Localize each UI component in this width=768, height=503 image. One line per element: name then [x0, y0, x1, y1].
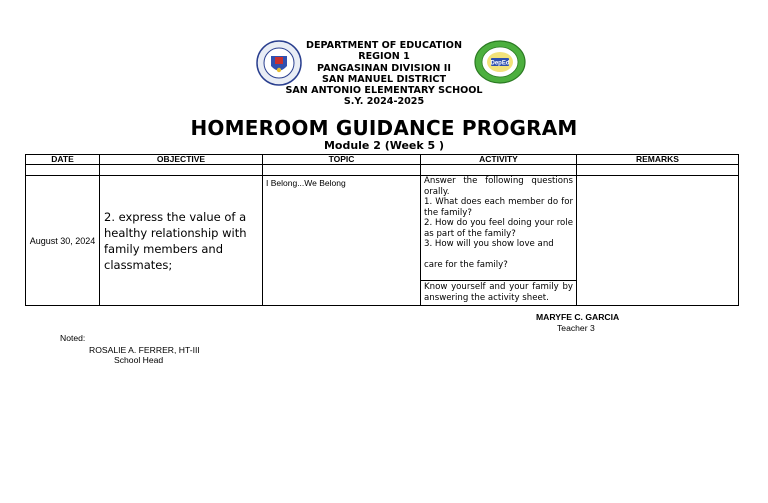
header-line: PANGASINAN DIVISION II: [317, 62, 451, 74]
table-row: [26, 176, 739, 306]
teacher-name: MARYFE C. GARCIA: [536, 312, 620, 322]
activity-line: Answer the following questions orally.: [424, 176, 573, 197]
school-head-title: School Head: [114, 355, 164, 365]
header-line: SAN MANUEL DISTRICT: [321, 73, 447, 85]
activity-line: 1. What does each member do for the family?: [424, 197, 573, 218]
column-header-activity: ACTIVITY: [421, 155, 577, 165]
spacer-row: [26, 165, 739, 176]
column-header-topic: TOPIC: [263, 155, 421, 165]
remarks-cell: [577, 176, 739, 306]
deped-logo-text: DepEd: [490, 60, 510, 67]
activity-cell: [421, 176, 577, 306]
header-line: S.Y. 2024-2025: [343, 96, 425, 108]
header-line: SAN ANTONIO ELEMENTARY SCHOOL: [285, 85, 483, 97]
activity-questions: [421, 176, 576, 281]
office-header: [270, 40, 498, 108]
topic-cell: I Belong...We Belong: [263, 176, 421, 306]
lesson-table: [25, 154, 739, 306]
header-line: DEPARTMENT OF EDUCATION: [306, 40, 462, 51]
objective-cell: 2. express the value of a healthy relationship with family members and classmates;: [100, 176, 263, 306]
activity-line: 3. How will you show love and: [424, 239, 554, 249]
column-header-date: DATE: [26, 155, 100, 165]
activity-line: [424, 250, 573, 261]
activity-line: 2. How do you feel doing your role as part of the family?: [424, 218, 573, 239]
header-line: REGION 1: [358, 51, 410, 63]
activity-task: Know yourself and your family by answering the activity sheet.: [424, 282, 573, 303]
noted-label: Noted:: [60, 333, 86, 343]
column-header-remarks: REMARKS: [577, 155, 739, 165]
column-header-objective: OBJECTIVE: [100, 155, 263, 165]
date-cell: August 30, 2024: [26, 176, 100, 306]
page-title: HOMEROOM GUIDANCE PROGRAM: [190, 116, 578, 140]
teacher-title: Teacher 3: [557, 323, 595, 333]
school-head-name: ROSALIE A. FERRER, HT-III: [89, 345, 200, 355]
page-subtitle: Module 2 (Week 5 ): [323, 139, 445, 152]
activity-line: care for the family?: [424, 260, 508, 270]
